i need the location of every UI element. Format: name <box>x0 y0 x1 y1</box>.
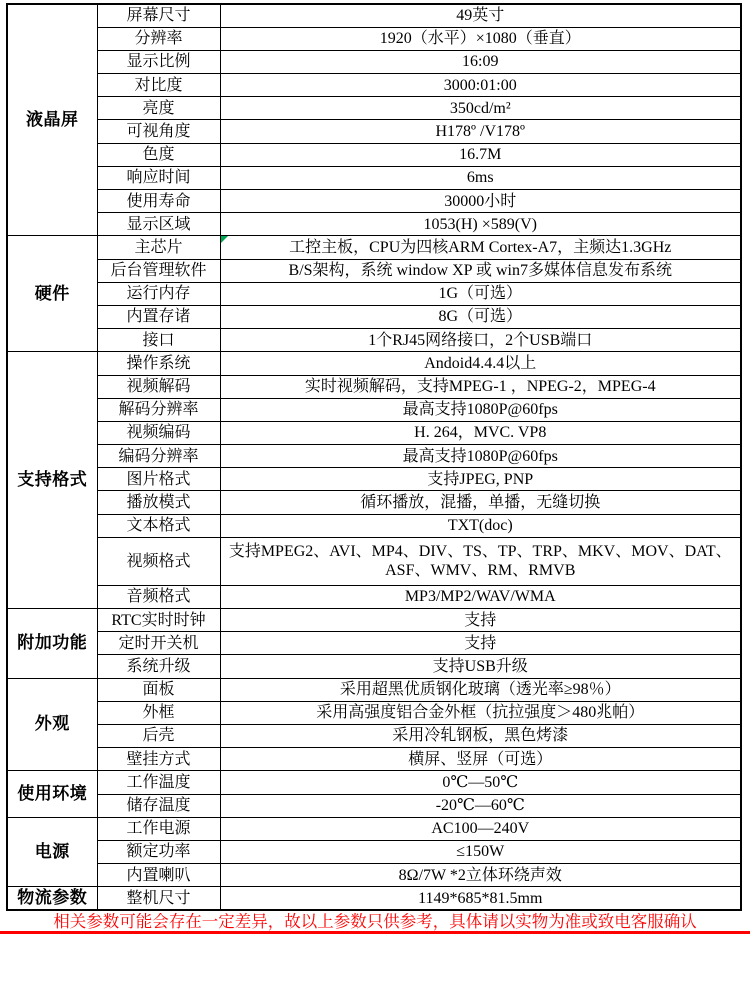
table-row <box>7 74 741 97</box>
table-row <box>7 190 741 213</box>
param-cell: 操作系统 <box>97 352 220 375</box>
value-cell: 1G（可选） <box>220 282 741 305</box>
value-cell: 0℃—50℃ <box>220 771 741 794</box>
value-cell: 采用超黑优质钢化玻璃（透光率≥98％） <box>220 678 741 701</box>
value-cell: H. 264，MVC. VP8 <box>220 421 741 444</box>
param-cell: 对比度 <box>97 74 220 97</box>
value-cell: 支持MPEG2、AVI、MP4、DIV、TS、TP、TRP、MKV、MOV、DAT、ASF、WMV、RM、RMVB <box>220 537 741 585</box>
param-cell: 响应时间 <box>97 166 220 189</box>
table-row <box>7 537 741 585</box>
value-cell: 最高支持1080P@60fps <box>220 445 741 468</box>
table-row <box>7 143 741 166</box>
table-row <box>7 724 741 747</box>
param-cell: 可视角度 <box>97 120 220 143</box>
param-cell: 后壳 <box>97 724 220 747</box>
table-row <box>7 887 741 910</box>
value-cell: 横屏、竖屏（可选） <box>220 748 741 771</box>
param-cell: 内置存诸 <box>97 305 220 328</box>
cell-comment-marker-icon <box>221 236 228 243</box>
value-cell: TXT(doc) <box>220 514 741 537</box>
param-cell: 视频格式 <box>97 537 220 585</box>
spec-sheet <box>0 3 750 995</box>
value-cell: 1053(H) ×589(V) <box>220 213 741 236</box>
param-cell: 编码分辨率 <box>97 445 220 468</box>
category-cell: 使用环境 <box>7 771 97 817</box>
category-cell: 液晶屏 <box>7 4 97 236</box>
table-row <box>7 655 741 678</box>
param-cell: 屏幕尺寸 <box>97 4 220 27</box>
footer-disclaimer-text: 相关参数可能会存在一定差异，故以上参数只供参考，具体请以实物为准或致电客服确认 <box>53 911 697 931</box>
category-cell: 支持格式 <box>7 352 97 609</box>
value-cell: 实时视频解码，支持MPEG-1 ，NPEG-2，MPEG-4 <box>220 375 741 398</box>
table-row <box>7 375 741 398</box>
value-cell: 采用冷轧钢板，黑色烤漆 <box>220 724 741 747</box>
footer-red-divider <box>0 931 750 934</box>
value-cell: 支持 <box>220 609 741 632</box>
table-row <box>7 421 741 444</box>
table-row <box>7 445 741 468</box>
category-cell: 外观 <box>7 678 97 771</box>
table-row <box>7 259 741 282</box>
table-row <box>7 864 741 887</box>
param-cell: 额定功率 <box>97 840 220 863</box>
table-row <box>7 748 741 771</box>
param-cell: 视频编码 <box>97 421 220 444</box>
table-row <box>7 50 741 73</box>
table-row <box>7 514 741 537</box>
value-cell: B/S架构，系统 window XP 或 win7多媒体信息发布系统 <box>220 259 741 282</box>
table-row <box>7 840 741 863</box>
table-row <box>7 585 741 608</box>
table-row <box>7 632 741 655</box>
category-cell: 硬件 <box>7 236 97 352</box>
param-cell: 文本格式 <box>97 514 220 537</box>
table-row <box>7 27 741 50</box>
table-row <box>7 166 741 189</box>
table-row <box>7 609 741 632</box>
value-cell: MP3/MP2/WAV/WMA <box>220 585 741 608</box>
param-cell: 解码分辨率 <box>97 398 220 421</box>
param-cell: 使用寿命 <box>97 190 220 213</box>
table-row <box>7 329 741 352</box>
value-cell: 1920（水平）×1080（垂直） <box>220 27 741 50</box>
table-row <box>7 236 741 259</box>
param-cell: 显示比例 <box>97 50 220 73</box>
value-cell: AC100—240V <box>220 817 741 840</box>
param-cell: 播放模式 <box>97 491 220 514</box>
table-row <box>7 817 741 840</box>
param-cell: 显示区域 <box>97 213 220 236</box>
table-row <box>7 305 741 328</box>
param-cell: 整机尺寸 <box>97 887 220 910</box>
param-cell: RTC实时时钟 <box>97 609 220 632</box>
spec-table-body <box>7 4 741 910</box>
param-cell: 图片格式 <box>97 468 220 491</box>
param-cell: 内置喇叭 <box>97 864 220 887</box>
param-cell: 接口 <box>97 329 220 352</box>
value-cell: 采用高强度铝合金外框（抗拉强度＞480兆帕） <box>220 701 741 724</box>
category-cell: 物流参数 <box>7 887 97 910</box>
param-cell: 面板 <box>97 678 220 701</box>
value-cell: 6ms <box>220 166 741 189</box>
value-cell: 8G（可选） <box>220 305 741 328</box>
param-cell: 后台管理软件 <box>97 259 220 282</box>
value-cell: -20℃—60℃ <box>220 794 741 817</box>
value-cell: 3000:01:00 <box>220 74 741 97</box>
category-cell: 电源 <box>7 817 97 887</box>
param-cell: 壁挂方式 <box>97 748 220 771</box>
value-cell: 支持 <box>220 632 741 655</box>
value-cell: 16.7M <box>220 143 741 166</box>
value-cell: 最高支持1080P@60fps <box>220 398 741 421</box>
param-cell: 定时开关机 <box>97 632 220 655</box>
spec-table <box>6 3 742 911</box>
value-cell: 1个RJ45网络接口，2个USB端口 <box>220 329 741 352</box>
table-row <box>7 678 741 701</box>
param-cell: 音频格式 <box>97 585 220 608</box>
table-row <box>7 97 741 120</box>
value-cell: 1149*685*81.5mm <box>220 887 741 910</box>
value-cell: H178º /V178º <box>220 120 741 143</box>
table-row <box>7 771 741 794</box>
param-cell: 系统升级 <box>97 655 220 678</box>
table-row <box>7 213 741 236</box>
value-cell: 工控主板，CPU为四核ARM Cortex-A7，主频达1.3GHz <box>220 236 741 259</box>
table-row <box>7 398 741 421</box>
value-cell: 49英寸 <box>220 4 741 27</box>
table-row <box>7 794 741 817</box>
table-row <box>7 701 741 724</box>
param-cell: 主芯片 <box>97 236 220 259</box>
table-row <box>7 468 741 491</box>
category-cell: 附加功能 <box>7 609 97 679</box>
param-cell: 分辨率 <box>97 27 220 50</box>
param-cell: 亮度 <box>97 97 220 120</box>
value-cell: 支持USB升级 <box>220 655 741 678</box>
param-cell: 视频解码 <box>97 375 220 398</box>
table-row <box>7 120 741 143</box>
table-row <box>7 491 741 514</box>
param-cell: 运行内存 <box>97 282 220 305</box>
param-cell: 储存温度 <box>97 794 220 817</box>
value-cell: 8Ω/7W *2立体环绕声效 <box>220 864 741 887</box>
value-cell: 30000小时 <box>220 190 741 213</box>
value-cell: 支持JPEG, PNP <box>220 468 741 491</box>
value-cell: 循环播放，混播，单播，无缝切换 <box>220 491 741 514</box>
table-row <box>7 282 741 305</box>
param-cell: 工作电源 <box>97 817 220 840</box>
param-cell: 色度 <box>97 143 220 166</box>
value-cell: 350cd/m² <box>220 97 741 120</box>
table-row <box>7 4 741 27</box>
value-cell: Andoid4.4.4以上 <box>220 352 741 375</box>
param-cell: 工作温度 <box>97 771 220 794</box>
table-row <box>7 352 741 375</box>
param-cell: 外框 <box>97 701 220 724</box>
value-cell: ≤150W <box>220 840 741 863</box>
value-cell: 16:09 <box>220 50 741 73</box>
